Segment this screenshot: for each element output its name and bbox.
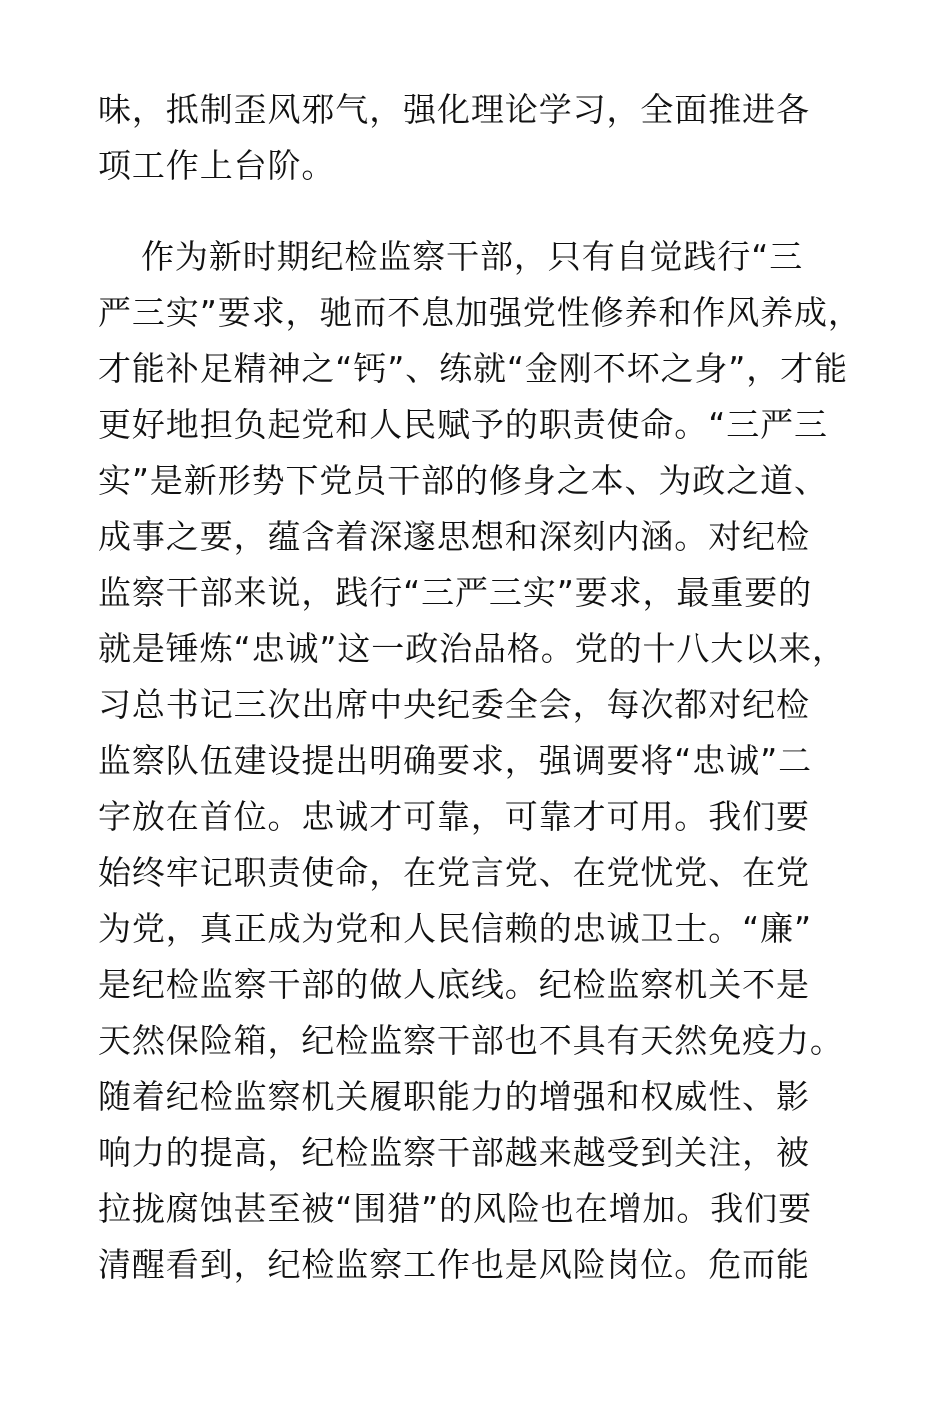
text-line: 字放在首位。忠诚才可靠，可靠才可用。我们要	[98, 797, 810, 836]
text-line: 成事之要，蕴含着深邃思想和深刻内涵。对纪检	[98, 517, 810, 556]
text-line: 清醒看到，纪检监察工作也是风险岗位。危而能	[98, 1245, 810, 1284]
text-line: 为党，真正成为党和人民信赖的忠诚卫士。“廉”	[98, 909, 812, 948]
text-line: 始终牢记职责使命，在党言党、在党忧党、在党	[98, 853, 810, 892]
paragraph-main	[98, 229, 862, 1293]
text-line: 响力的提高，纪检监察干部越来越受到关注，被	[98, 1133, 810, 1172]
text-line: 项工作上台阶。	[98, 146, 336, 185]
text-line: 习总书记三次出席中央纪委全会，每次都对纪检	[98, 685, 810, 724]
text-line: 味，抵制歪风邪气，强化理论学习，全面推进各	[98, 90, 810, 129]
text-line: 天然保险箱，纪检监察干部也不具有天然免疫力。	[98, 1021, 844, 1060]
text-line: 更好地担负起党和人民赋予的职责使命。“三严三	[98, 405, 828, 444]
paragraph-continuation	[98, 82, 810, 194]
text-line: 才能补足精神之“钙”、练就“金刚不坏之身”，才能	[98, 349, 848, 388]
text-line: 作为新时期纪检监察干部，只有自觉践行“三	[141, 237, 804, 276]
text-line: 就是锤炼“忠诚”这一政治品格。党的十八大以来，	[98, 629, 846, 668]
text-line: 监察干部来说，践行“三严三实”要求，最重要的	[98, 573, 812, 612]
text-line: 是纪检监察干部的做人底线。纪检监察机关不是	[98, 965, 810, 1004]
text-line: 严三实”要求，驰而不息加强党性修养和作风养成，	[98, 293, 862, 332]
text-line: 随着纪检监察机关履职能力的增强和权威性、影	[98, 1077, 810, 1116]
text-line: 实”是新形势下党员干部的修身之本、为政之道、	[98, 461, 828, 500]
text-line: 拉拢腐蚀甚至被“围猎”的风险也在增加。我们要	[98, 1189, 812, 1228]
text-line: 监察队伍建设提出明确要求，强调要将“忠诚”二	[98, 741, 812, 780]
